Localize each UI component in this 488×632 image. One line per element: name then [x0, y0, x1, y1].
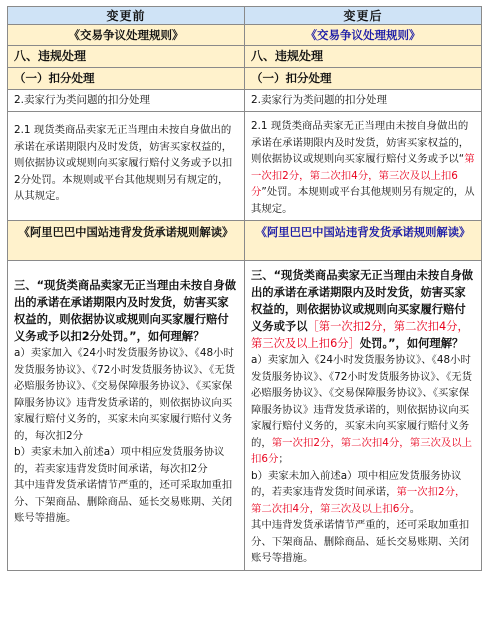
rule-title-after: 《交易争议处理规则》 [245, 25, 482, 46]
subsection-1-before: （一）扣分处理 [8, 68, 245, 90]
a-item-before: a）卖家加入《24小时发货服务协议》、《48小时发货服务协议》、《72小时发货服务协议》、《无货必赔服务协议》、《交易保障服务协议》、《买家保障服务协议》违背发货承诺的，则依据协议向买家履行赔付义务的，买家未向买家履行赔付义务的，每次扣2分 [14, 347, 236, 442]
q3-after [251, 267, 475, 352]
q3-after-text-a: 三、“现货类商品卖家无正当理由未按自身做出的承诺在承诺期限内及时发货，妨害买家权益的，则依据协议或规则向买家履行赔付义务或予以 [251, 269, 474, 333]
a-item-after-text-b: ； [278, 453, 289, 465]
severe-before: 其中违背发货承诺情节严重的，还可采取加重扣分、下架商品、删除商品、延长交易账期、关闭账号等措施。 [14, 479, 233, 524]
item-2-before: 2.卖家行为类问题的扣分处理 [8, 90, 245, 112]
header-row [8, 7, 482, 25]
interp-title-before: 《阿里巴巴中国站违背发货承诺规则解读》 [8, 221, 245, 261]
severe-after: 其中违背发货承诺情节严重的，还可采取加重扣分、下架商品、删除商品、延长交易账期、关闭账号等措施。 [251, 519, 470, 564]
clause-21-before [8, 112, 245, 221]
section-8-before: 八、违规处理 [8, 46, 245, 68]
b-item-after [251, 468, 475, 518]
comparison-table [7, 6, 482, 571]
item-2-after: 2.卖家行为类问题的扣分处理 [245, 90, 482, 112]
b-item-before: b）卖家未加入前述a）项中相应发货服务协议的，若卖家违背发货时间承诺，每次扣2分 [14, 446, 225, 475]
b-item-after-text-a: b）卖家未加入前述a）项中相应发货服务协议的，若卖家违背发货时间承诺， [251, 469, 462, 498]
q3-after-text-b: 处罚。”，如何理解？ [359, 337, 464, 350]
rule-title-before: 《交易争议处理规则》 [8, 25, 245, 46]
clause-21-before-text: 2.1 现货类商品卖家无正当理由未按自身做出的承诺在承诺期限内及时发货，妨害买家权益的，则依据协议或规则向买家履行赔付义务或予以扣2分处罚。本规则或平台其他规则另有规定的，从其规定。 [14, 124, 233, 202]
b-item-after-text-b: 。 [409, 502, 421, 515]
a-item-after [251, 352, 475, 468]
a-item-after-highlight: 第一次扣2分，第二次扣4分，第三次及以上扣6分 [251, 436, 473, 465]
section-8-after: 八、违规处理 [245, 46, 482, 68]
interpretation-before [8, 261, 245, 571]
subsection-1-after: （一）扣分处理 [245, 68, 482, 90]
q3-after-highlight: ［第一次扣2分，第二次扣4分，第三次及以上扣6分］ [251, 320, 469, 350]
a-item-after-text-a: a）卖家加入《24小时发货服务协议》、《48小时发货服务协议》、《72小时发货服务协议》、《无货必赔服务协议》、《交易保障服务协议》、《买家保障服务协议》违背发货承诺的，则依据协议向买家履行赔付义务的，买家未向买家履行赔付义务的， [251, 354, 473, 449]
interp-title-after: 《阿里巴巴中国站违背发货承诺规则解读》 [245, 221, 482, 261]
clause-21-after-text-b: ”处罚。本规则或平台其他规则另有规定的，从其规定。 [251, 186, 475, 215]
clause-21-after-highlight: 第一次扣2分，第二次扣4分，第三次及以上扣6分 [251, 153, 475, 198]
header-before: 变更前 [8, 7, 245, 25]
b-item-after-highlight: 第一次扣2分，第二次扣4分，第三次及以上扣6分 [251, 486, 466, 515]
header-after: 变更后 [245, 7, 482, 25]
clause-21-after-text-a: 2.1 现货类商品卖家无正当理由未按自身做出的承诺在承诺期限内及时发货，妨害买家权益的，则依据协议或规则向买家履行赔付义务或予以“ [251, 120, 470, 165]
q3-before: 三、“现货类商品卖家无正当理由未按自身做出的承诺在承诺期限内及时发货，妨害买家权益的，则依据协议或规则向买家履行赔付义务或予以扣2分处罚。”，如何理解？ [14, 279, 237, 343]
clause-21-after [245, 112, 482, 221]
interpretation-after [245, 261, 482, 571]
